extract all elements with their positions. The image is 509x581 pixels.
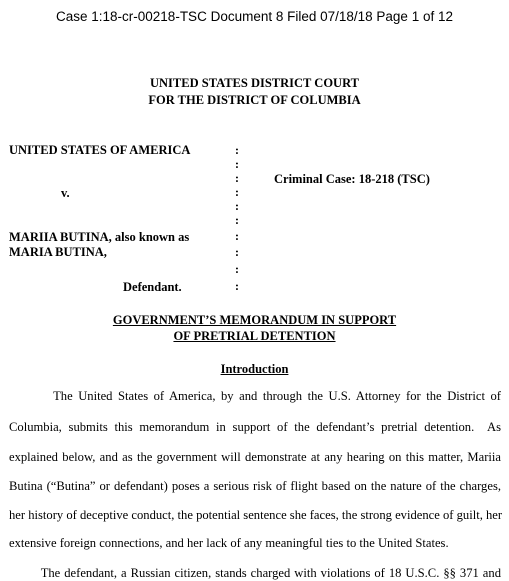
case-number: Criminal Case: 18-218 (TSC): [274, 172, 430, 186]
court-name-line2: FOR THE DISTRICT OF COLUMBIA: [148, 93, 361, 107]
memo-title-line1: GOVERNMENT’S MEMORANDUM IN SUPPORT: [112, 313, 397, 327]
caption-colon: :: [235, 157, 239, 171]
body-line: her history of deceptive conduct, the potential sentence she faces, the strong evidence of guilt, her: [9, 508, 503, 522]
body-line: extensive foreign connections, and her lack of any meaningful ties to the United States.: [9, 536, 449, 550]
memo-title-line2: OF PRETRIAL DETENTION: [173, 329, 336, 343]
body-line: The United States of America, by and through the U.S. Attorney for the District of: [9, 389, 501, 403]
caption-colon: :: [235, 245, 239, 259]
section-heading: Introduction: [220, 362, 289, 376]
defendant-name-line2: MARIA BUTINA,: [9, 245, 107, 259]
caption-colon: :: [235, 199, 239, 213]
caption-colon: :: [235, 185, 239, 199]
caption-colon: :: [235, 143, 239, 157]
body-line: Butina (“Butina” or defendant) poses a serious risk of flight based on the nature of the charges,: [9, 479, 501, 493]
defendant-name-line1: MARIIA BUTINA, also known as: [9, 230, 190, 244]
body-line: Columbia, submits this memorandum in support of the defendant’s pretrial detention. As: [9, 420, 501, 434]
plaintiff-name: UNITED STATES OF AMERICA: [9, 143, 191, 157]
caption-colon: :: [235, 229, 239, 243]
caption-colon: :: [235, 279, 239, 293]
caption-colon: :: [235, 262, 239, 276]
court-name-line1: UNITED STATES DISTRICT COURT: [150, 76, 359, 90]
body-line: explained below, and as the government will demonstrate at any hearing on this matter, Mariia: [9, 450, 501, 464]
caption-colon: :: [235, 213, 239, 227]
caption-colon: :: [235, 171, 239, 185]
versus-label: v.: [61, 186, 70, 200]
defendant-label: Defendant.: [123, 280, 182, 294]
body-line: The defendant, a Russian citizen, stands charged with violations of 18 U.S.C. §§ 371 and: [9, 566, 501, 580]
case-header: Case 1:18-cr-00218-TSC Document 8 Filed 07/18/18 Page 1 of 12: [56, 9, 453, 24]
